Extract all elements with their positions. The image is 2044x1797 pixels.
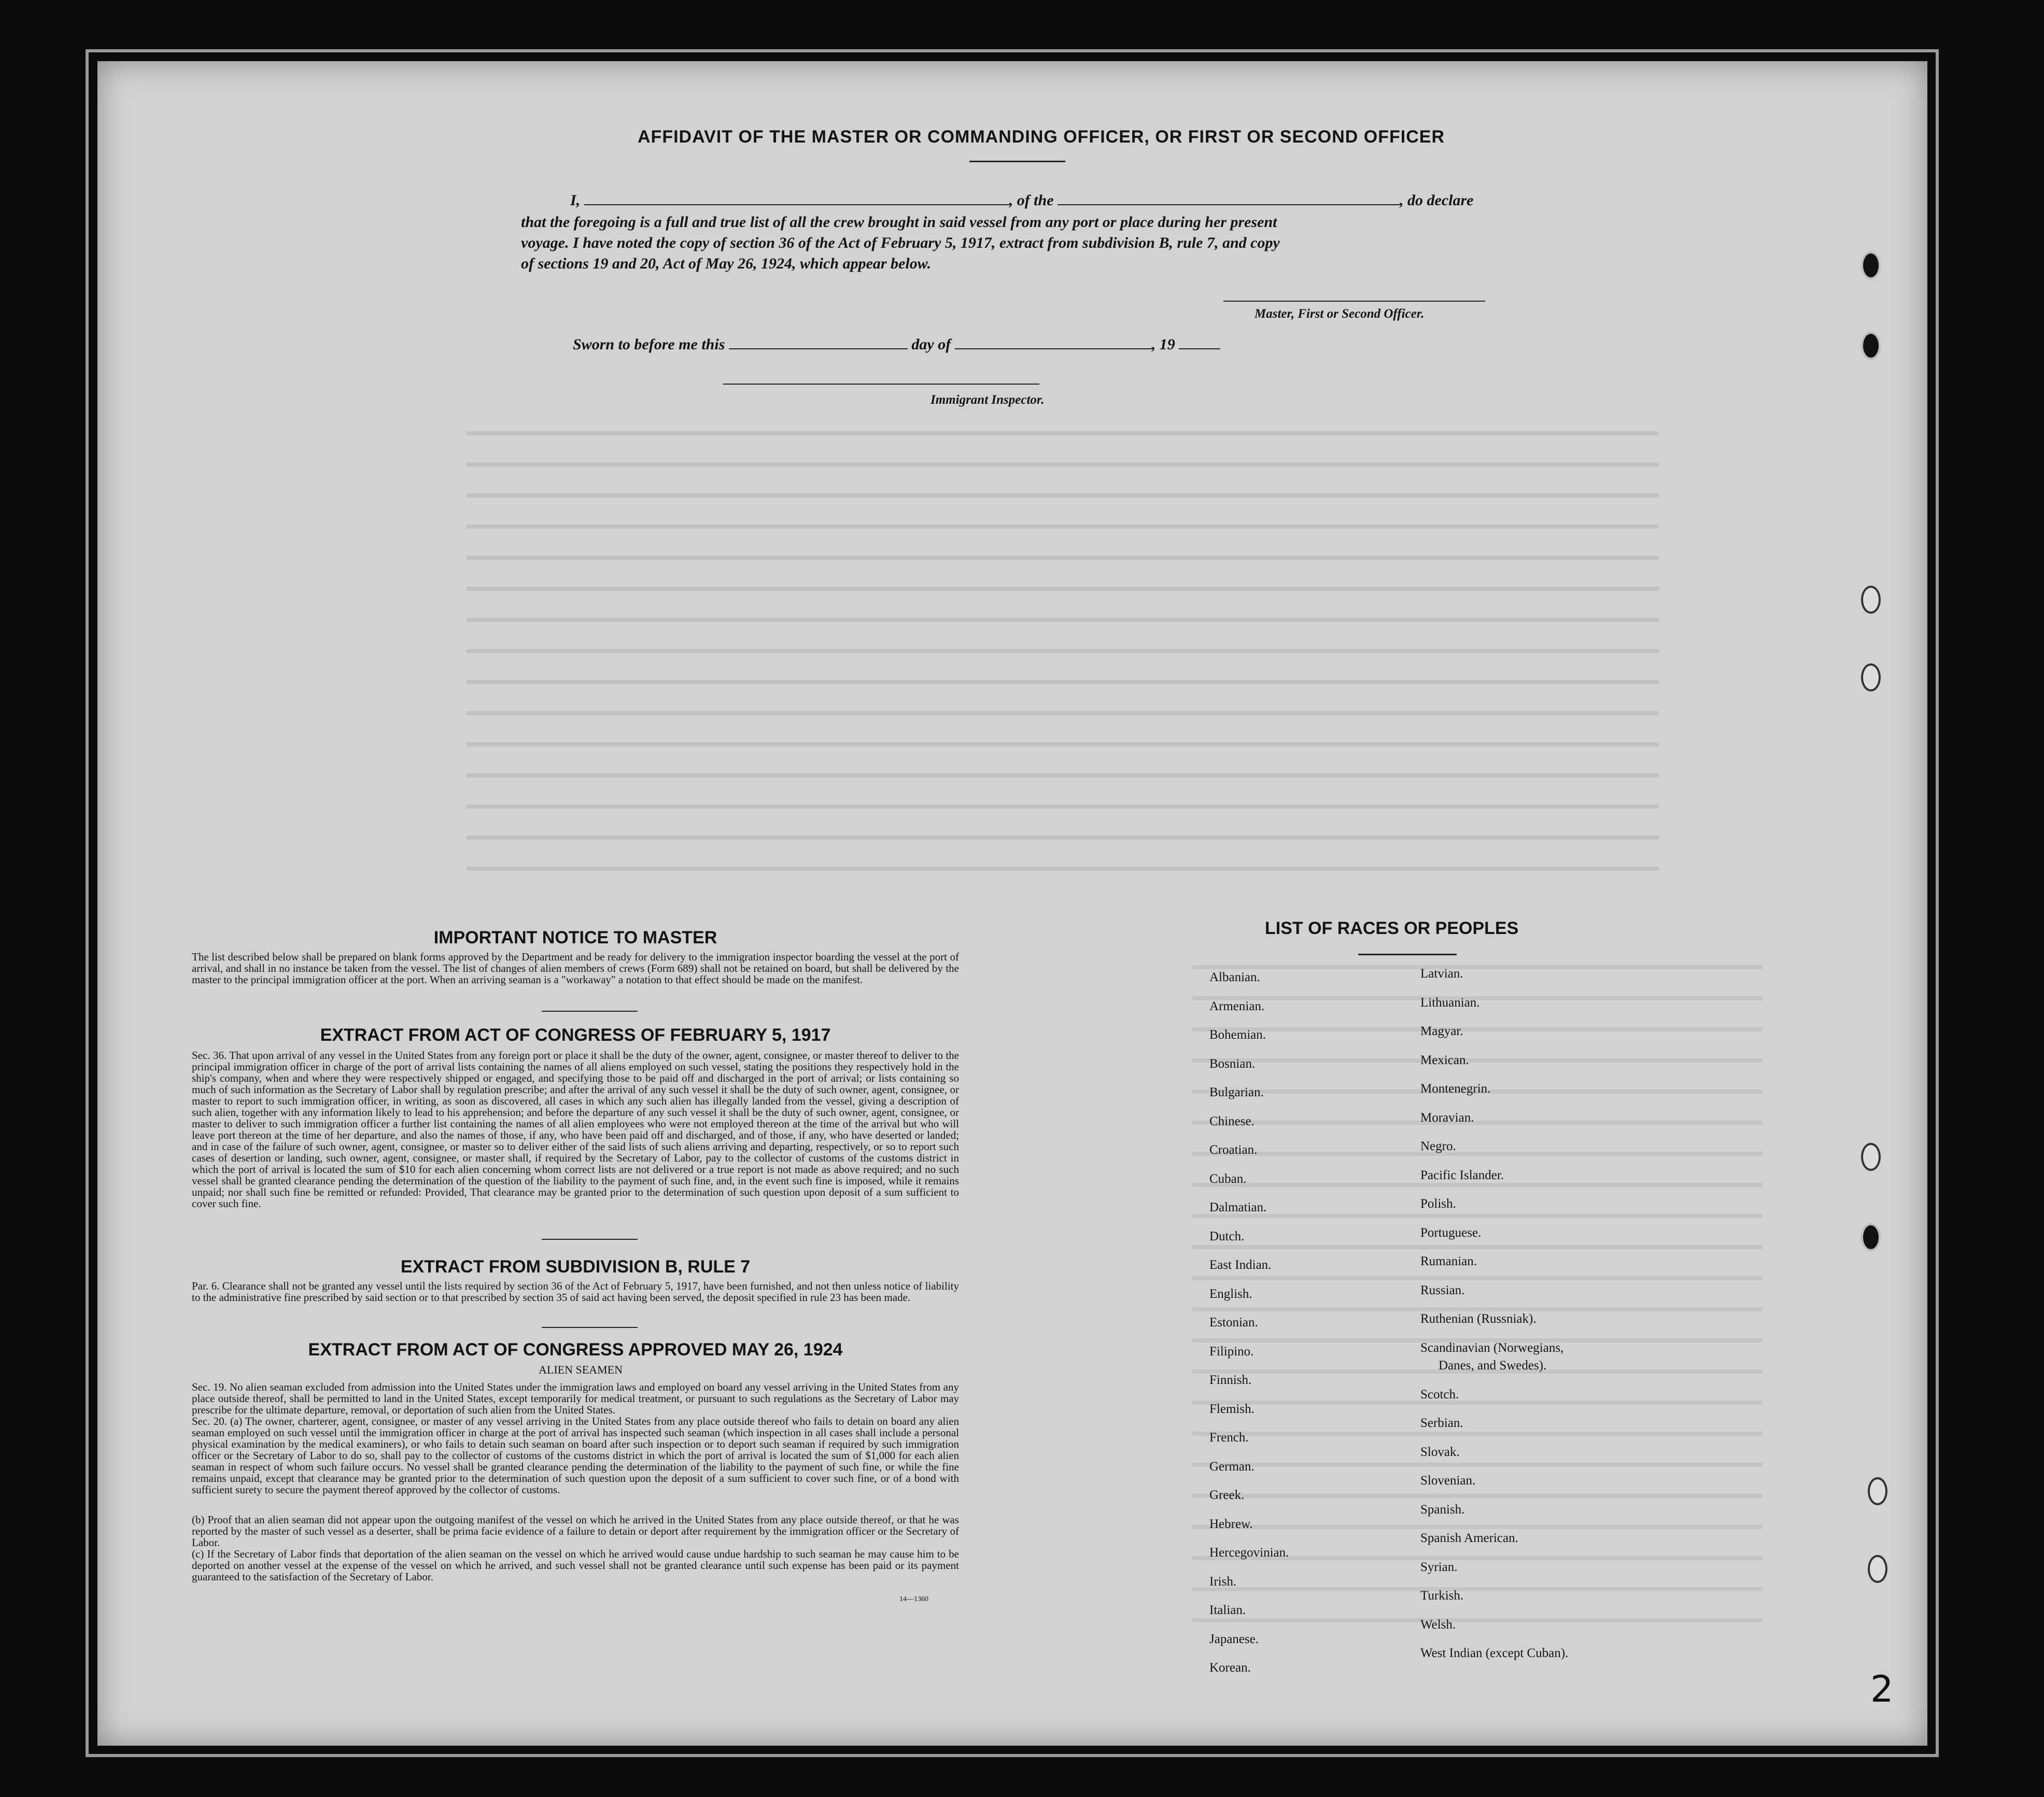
- inspector-signature-field[interactable]: [723, 384, 1039, 385]
- sworn-label: Sworn to before me this: [573, 336, 725, 353]
- master-signature-field[interactable]: [1223, 301, 1485, 302]
- race-item: Spanish.: [1420, 1502, 1465, 1517]
- sworn-day-of-label: day of: [911, 336, 951, 353]
- extract-1924-title: EXTRACT FROM ACT OF CONGRESS APPROVED MAY 26, 1924: [308, 1340, 843, 1360]
- affidavit-line-3: voyage. I have noted the copy of section 36 of the Act of February 5, 1917, extract from subdivision B, rule 7, and copy: [521, 234, 1280, 251]
- race-item: Italian.: [1209, 1603, 1246, 1617]
- punch-hole: [1861, 1143, 1881, 1171]
- vessel-name-field[interactable]: [1058, 204, 1400, 205]
- race-item: Montenegrin.: [1420, 1082, 1491, 1096]
- sworn-month-field[interactable]: [955, 348, 1152, 349]
- bleed-through-texture-right: [1192, 943, 1763, 1628]
- extract-1917-title: EXTRACT FROM ACT OF CONGRESS OF FEBRUARY 5, 1917: [320, 1025, 831, 1045]
- race-item: Japanese.: [1209, 1632, 1259, 1646]
- race-item: Slovak.: [1420, 1445, 1460, 1459]
- race-item: Filipino.: [1209, 1344, 1254, 1359]
- inspector-signature-label: Immigrant Inspector.: [931, 393, 1045, 407]
- race-item: Pacific Islander.: [1420, 1168, 1504, 1182]
- race-item: Portuguese.: [1420, 1225, 1482, 1240]
- race-item: West Indian (except Cuban).: [1420, 1646, 1569, 1660]
- bleed-through-texture: [467, 409, 1659, 876]
- race-item: Danes, and Swedes).: [1439, 1359, 1547, 1372]
- race-item: Hebrew.: [1209, 1517, 1253, 1531]
- race-item: Scotch.: [1420, 1387, 1459, 1402]
- race-item: Irish.: [1209, 1574, 1237, 1589]
- alien-seamen-subtitle: ALIEN SEAMEN: [539, 1363, 623, 1376]
- notice-title: IMPORTANT NOTICE TO MASTER: [433, 928, 717, 947]
- race-item: Rumanian.: [1420, 1254, 1477, 1268]
- punch-hole: [1861, 332, 1881, 360]
- race-item: Russian.: [1420, 1283, 1465, 1297]
- race-item: Estonian.: [1209, 1315, 1258, 1329]
- race-item: Magyar.: [1420, 1024, 1463, 1038]
- race-item: Chinese.: [1209, 1114, 1254, 1128]
- race-item: French.: [1209, 1431, 1249, 1445]
- extract-1917-rule: [542, 1239, 638, 1240]
- race-item: Dutch.: [1209, 1229, 1245, 1243]
- rule7-title: EXTRACT FROM SUBDIVISION B, RULE 7: [400, 1257, 751, 1277]
- race-item: Welsh.: [1420, 1617, 1456, 1632]
- affidavit-line-4: of sections 19 and 20, Act of May 26, 1924, which appear below.: [521, 255, 932, 272]
- race-item: Slovenian.: [1420, 1474, 1476, 1488]
- race-item: Mexican.: [1420, 1053, 1469, 1067]
- race-item: Greek.: [1209, 1488, 1245, 1502]
- sworn-year-field[interactable]: [1179, 348, 1220, 349]
- sec20c-text: (c) If the Secretary of Labor finds that deportation of the alien seaman on the vessel on which he arrived would cause undue hardship to such seaman he may cause him to be deported on another vessel at the expense of the vessel on which he arrived, and such vessel shall not be granted clearance until such expense has been paid or its payment guaranteed to the satisfaction of the Secretary of Labor.: [192, 1548, 959, 1583]
- race-item: Scandinavian (Norwegians,: [1420, 1340, 1564, 1355]
- race-item: English.: [1209, 1286, 1252, 1301]
- master-name-field[interactable]: [584, 204, 1009, 205]
- punch-hole: [1861, 251, 1881, 279]
- race-item: Ruthenian (Russniak).: [1420, 1312, 1536, 1326]
- race-item: Polish.: [1420, 1197, 1456, 1211]
- handwritten-page-number: 2: [1870, 1668, 1894, 1710]
- affidavit-declare-label: , do declare: [1400, 192, 1474, 209]
- sec20b-text: (b) Proof that an alien seaman did not appear upon the outgoing manifest of the vessel on which he arrived in the United States from any place outside thereof, or that he was reported by the master of such vessel as a deserter, shall be prima facie evidence of a failure to detain or deport after requirement by the immigration officer or the Secretary of Labor.: [192, 1513, 959, 1549]
- affidavit-of-the-label: , of the: [1009, 192, 1054, 209]
- sworn-date-field[interactable]: [729, 348, 908, 349]
- race-item: Spanish American.: [1420, 1531, 1518, 1545]
- form-number: 14—1360: [899, 1595, 928, 1603]
- race-item: Syrian.: [1420, 1560, 1458, 1574]
- race-item: Negro.: [1420, 1139, 1456, 1153]
- race-item: East Indian.: [1209, 1258, 1272, 1272]
- punch-hole: [1868, 1477, 1887, 1505]
- race-item: Lithuanian.: [1420, 995, 1480, 1010]
- rule7-rule: [542, 1327, 638, 1328]
- affidavit-i-label: I,: [570, 192, 581, 209]
- rule7-text: Par. 6. Clearance shall not be granted any vessel until the lists required by section 36 of the Act of February 5, 1917, have been furnished, and not then unless notice of liability to the administrative fine prescribed by said section or to that prescribed by section 35 of said act having been served, the deposit specified in rule 23 has been made.: [192, 1280, 959, 1304]
- race-item: Croatian.: [1209, 1143, 1258, 1157]
- race-item: Turkish.: [1420, 1589, 1464, 1603]
- race-item: Cuban.: [1209, 1171, 1247, 1186]
- race-item: Flemish.: [1209, 1402, 1254, 1416]
- race-item: Hercegovinian.: [1209, 1546, 1289, 1560]
- race-item: Dalmatian.: [1209, 1200, 1267, 1214]
- punch-hole: [1861, 663, 1881, 691]
- race-item: Serbian.: [1420, 1416, 1463, 1430]
- punch-hole: [1861, 1223, 1881, 1251]
- race-item: Latvian.: [1420, 967, 1463, 981]
- sec19-text: Sec. 19. No alien seaman excluded from admission into the United States under the immigration laws and employed on board any vessel arriving in the United States from any place outside thereof, shall be permitted to land in the United States, except temporarily for medical treatment, or pursuant to such regulations as the Secretary of Labor may prescribe for the ultimate departure, removal, or deportation of such alien from the United States.: [192, 1381, 959, 1416]
- notice-rule: [542, 1011, 638, 1012]
- race-item: Finnish.: [1209, 1373, 1252, 1387]
- race-item: Albanian.: [1209, 970, 1260, 984]
- race-item: Armenian.: [1209, 999, 1265, 1013]
- race-item: Bosnian.: [1209, 1056, 1256, 1071]
- master-signature-label: Master, First or Second Officer.: [1254, 307, 1425, 321]
- punch-hole: [1868, 1555, 1887, 1583]
- affidavit-title-rule: [969, 161, 1065, 162]
- affidavit-line-2: that the foregoing is a full and true list of all the crew brought in said vessel from any port or place during her present: [521, 214, 1277, 231]
- race-item: German.: [1209, 1459, 1254, 1474]
- race-item: Bohemian.: [1209, 1028, 1266, 1042]
- race-item: Korean.: [1209, 1661, 1251, 1675]
- extract-1917-text: Sec. 36. That upon arrival of any vessel in the United States from any foreign port or place it shall be the duty of the owner, agent, consignee, or master thereof to deliver to the principal immigration officer in charge of the port of arrival lists containing the names of all aliens employed on such vessel, stating the positions they respectively hold in the ship's company, when and where they were respectively shipped or engaged, and specifying those to be paid off and discharged in the port of arrival; or lists containing so much of such information as the Secretary of Labor shall by regulation prescribe; and after the arrival of any such vessel it shall be the duty of such owner, agent, consignee, or master to report to such immigration officer, in writing, as soon as discovered, all cases in which any such alien has illegally landed from the vessel, giving a description of such alien, together with any information likely to lead to his apprehension; and before the departure of any such vessel it shall be the duty of such owner, agent, consignee, or master to deliver to such immigration officer a further list containing the names of all alien employees who were not employed thereon at the time of the arrival but who will leave port thereon at the time of her departure, and also the names of those, if any, who have been paid off and discharged, and of those, if any, who have deserted or landed; and in case of the failure of such owner, agent, consignee, or master so to deliver either of the said lists of such aliens arriving and departing, respectively, or so to report such cases of desertion or landing, such owner, agent, consignee, or master shall, if required by the Secretary of Labor, pay to the collector of customs of the customs district in which the port of arrival is located the sum of $10 for each alien concerning whom correct lists are not delivered or a true report is not made as above required; and no such vessel shall be granted clearance pending the determination of the question of the liability to the payment of such fine, and, in the event such fine is imposed, while it remains unpaid; nor shall such fine be remitted or refunded: Provided, That clearance may be granted prior to the determination of such question upon deposit of a sum sufficient to cover such fine.: [192, 1049, 959, 1210]
- race-item: Moravian.: [1420, 1110, 1474, 1125]
- affidavit-declaration-line: [570, 192, 1473, 209]
- sworn-year-label: , 19: [1151, 336, 1175, 353]
- affidavit-title: AFFIDAVIT OF THE MASTER OR COMMANDING OFFICER, OR FIRST OR SECOND OFFICER: [638, 127, 1445, 147]
- races-title-rule: [1358, 954, 1457, 955]
- punch-hole: [1861, 586, 1881, 614]
- sworn-line: [573, 336, 1220, 353]
- notice-text: The list described below shall be prepared on blank forms approved by the Department and be ready for delivery to the immigration inspector boarding the vessel at the port of arrival, and shall in no instance be taken from the vessel. The list of changes of alien members of crews (Form 689) shall not be retained on board, but shall be delivered by the master to the principal immigration officer at the port. When an arriving seaman is a "workaway" a notation to that effect should be made on the manifest.: [192, 951, 959, 986]
- races-title: LIST OF RACES OR PEOPLES: [1265, 918, 1519, 938]
- race-item: Bulgarian.: [1209, 1085, 1264, 1099]
- sec20a-text: Sec. 20. (a) The owner, charterer, agent, consignee, or master of any vessel arriving in the United States from any place outside thereof who fails to detain on board any alien seaman employed on such vessel until the immigration officer in charge at the port of arrival has inspected such seaman (which inspection in all cases shall include a personal physical examination by the medical examiners), or who fails to detain such seaman on board after such inspection or to deport such seaman if required by such immigration officer or the Secretary of Labor to do so, shall pay to the collector of customs of the customs district in which the port of arrival is located the sum of $1,000 for each alien seaman in respect of whom such failure occurs. No vessel shall be granted clearance pending the determination of the liability to the payment of such fine, or while the fine remains unpaid, except that clearance may be granted prior to the determination of such question upon the deposit of a sum sufficient to cover such fine, or of a bond with sufficient surety to secure the payment thereof approved by the collector of customs.: [192, 1415, 959, 1496]
